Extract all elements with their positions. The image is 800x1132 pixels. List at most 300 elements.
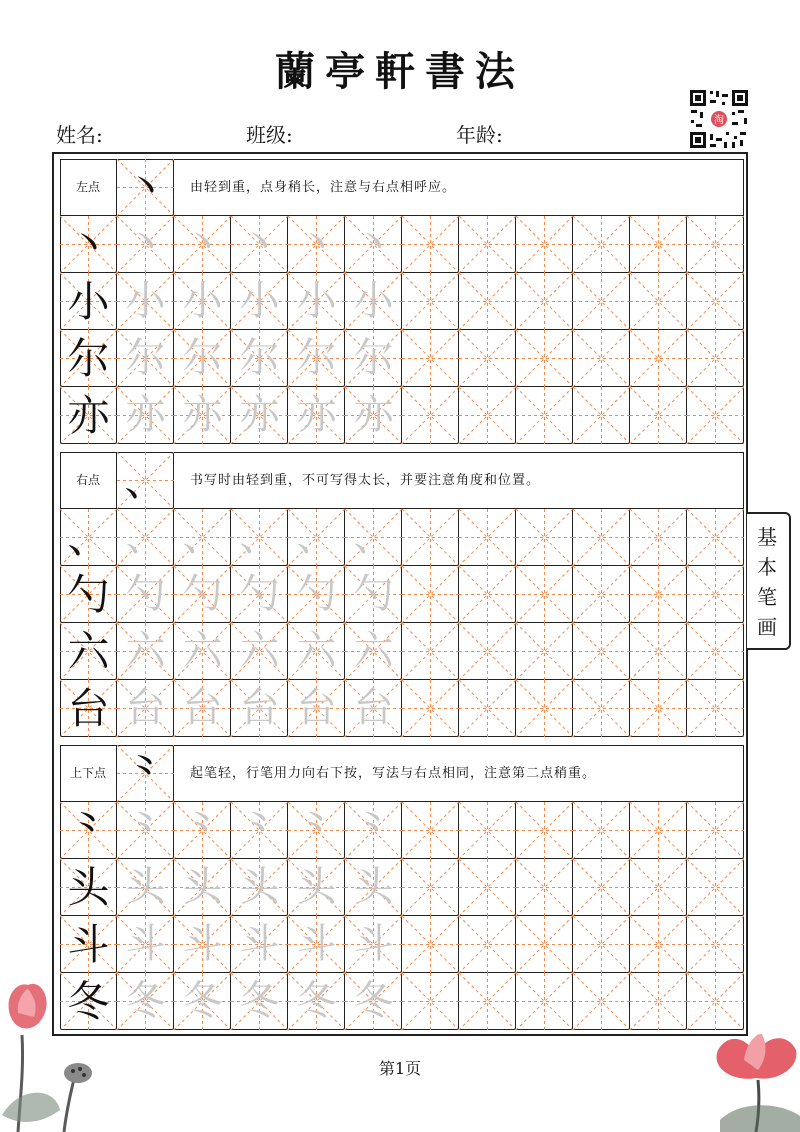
grid-guide-lines <box>402 680 459 737</box>
grid-guide-lines <box>573 566 630 623</box>
grid-guide-lines <box>573 330 630 387</box>
grid-guide-lines <box>630 859 687 916</box>
model-character: 、 <box>67 513 110 562</box>
model-character: 亦 <box>67 391 110 440</box>
practice-cell <box>117 387 174 444</box>
blank-practice-cell[interactable] <box>630 623 687 680</box>
grid-guide-lines <box>687 680 744 737</box>
stroke-description: 书写时由轻到重，不可写得太长，并要注意角度和位置。 <box>190 473 541 488</box>
blank-practice-cell[interactable] <box>516 566 573 623</box>
trace-character: 勺 <box>353 571 394 617</box>
trace-character: 冬 <box>353 978 394 1024</box>
trace-character: 小 <box>296 278 337 324</box>
grid-guide-lines <box>516 509 573 566</box>
blank-practice-cell[interactable] <box>402 273 459 330</box>
grid-guide-lines <box>573 387 630 444</box>
qr-code-icon[interactable] <box>688 88 750 150</box>
grid-guide-lines <box>459 802 516 859</box>
blank-practice-cell[interactable] <box>516 680 573 737</box>
grid-guide-lines <box>573 623 630 680</box>
practice-cell <box>60 623 117 680</box>
stroke-glyph-cell <box>117 745 174 802</box>
grid-guide-lines <box>516 216 573 273</box>
practice-cell <box>345 509 402 566</box>
stroke-name: 上下点 <box>69 766 106 780</box>
trace-character: 丶 <box>296 221 337 267</box>
blank-practice-cell[interactable] <box>573 273 630 330</box>
blank-practice-cell[interactable] <box>687 387 744 444</box>
blank-practice-cell[interactable] <box>573 387 630 444</box>
practice-cell <box>117 330 174 387</box>
trace-character: ⺀ <box>125 807 166 853</box>
trace-character: 尔 <box>182 335 223 381</box>
practice-cell <box>231 623 288 680</box>
lotus-decoration-left <box>0 975 110 1132</box>
stroke-glyph-cell <box>117 452 174 509</box>
practice-cell <box>174 859 231 916</box>
practice-cell <box>174 387 231 444</box>
grid-guide-lines <box>687 509 744 566</box>
blank-practice-cell[interactable] <box>630 387 687 444</box>
practice-cell <box>288 680 345 737</box>
grid-guide-lines <box>516 566 573 623</box>
blank-practice-cell[interactable] <box>402 916 459 973</box>
grid-guide-lines <box>402 273 459 330</box>
blank-practice-cell[interactable] <box>402 802 459 859</box>
blank-practice-cell[interactable] <box>630 509 687 566</box>
practice-cell <box>288 802 345 859</box>
practice-cell <box>345 973 402 1030</box>
trace-character: 斗 <box>125 921 166 967</box>
practice-cell <box>288 566 345 623</box>
trace-character: 头 <box>125 864 166 910</box>
trace-character: 斗 <box>296 921 337 967</box>
practice-cell <box>231 566 288 623</box>
grid-guide-lines <box>459 973 516 1030</box>
practice-cell <box>60 330 117 387</box>
grid-guide-lines <box>630 802 687 859</box>
class-label: 班级: <box>246 123 293 147</box>
grid-guide-lines <box>687 802 744 859</box>
blank-practice-cell[interactable] <box>630 802 687 859</box>
grid-guide-lines <box>630 680 687 737</box>
practice-cell <box>345 916 402 973</box>
blank-practice-cell[interactable] <box>687 916 744 973</box>
name-label: 姓名: <box>56 123 103 147</box>
model-character: 勺 <box>67 570 110 619</box>
practice-cell <box>117 509 174 566</box>
trace-character: 亦 <box>239 392 280 438</box>
blank-practice-cell[interactable] <box>687 623 744 680</box>
grid-guide-lines <box>516 623 573 680</box>
practice-cell <box>345 623 402 680</box>
practice-cell <box>174 802 231 859</box>
grid-guide-lines <box>516 680 573 737</box>
practice-cell <box>345 680 402 737</box>
trace-character: 、 <box>353 514 394 560</box>
grid-guide-lines <box>459 387 516 444</box>
blank-practice-cell[interactable] <box>516 802 573 859</box>
practice-cell <box>117 273 174 330</box>
practice-cell <box>231 330 288 387</box>
blank-practice-cell[interactable] <box>516 330 573 387</box>
grid-guide-lines <box>630 216 687 273</box>
practice-cell <box>288 859 345 916</box>
grid-guide-lines <box>402 387 459 444</box>
trace-character: 勺 <box>296 571 337 617</box>
blank-practice-cell[interactable] <box>516 859 573 916</box>
trace-character: 小 <box>125 278 166 324</box>
grid-guide-lines <box>687 916 744 973</box>
model-character: 冬 <box>67 977 110 1026</box>
trace-character: 冬 <box>239 978 280 1024</box>
blank-practice-cell[interactable] <box>687 566 744 623</box>
grid-guide-lines <box>630 387 687 444</box>
practice-cell <box>174 566 231 623</box>
practice-cell <box>174 973 231 1030</box>
grid-guide-lines <box>402 802 459 859</box>
practice-cell <box>117 680 174 737</box>
grid-guide-lines <box>573 973 630 1030</box>
lotus-decoration-right <box>700 1020 800 1132</box>
blank-practice-cell[interactable] <box>687 330 744 387</box>
blank-practice-cell[interactable] <box>516 623 573 680</box>
blank-practice-cell[interactable] <box>573 916 630 973</box>
practice-cell <box>231 859 288 916</box>
grid-guide-lines <box>687 330 744 387</box>
grid-guide-lines <box>630 330 687 387</box>
practice-cell <box>231 973 288 1030</box>
blank-practice-cell[interactable] <box>459 387 516 444</box>
stroke-description: 起笔轻，行笔用力向右下按，写法与右点相同，注意第二点稍重。 <box>190 766 597 781</box>
blank-practice-cell[interactable] <box>459 566 516 623</box>
grid-guide-lines <box>516 973 573 1030</box>
trace-character: 冬 <box>296 978 337 1024</box>
blank-practice-cell[interactable] <box>573 859 630 916</box>
practice-cell <box>117 216 174 273</box>
practice-cell <box>231 273 288 330</box>
practice-cell <box>288 387 345 444</box>
practice-cell <box>231 387 288 444</box>
grid-guide-lines <box>459 509 516 566</box>
trace-character: 亦 <box>125 392 166 438</box>
blank-practice-cell[interactable] <box>630 566 687 623</box>
blank-practice-cell[interactable] <box>687 802 744 859</box>
grid-guide-lines <box>459 330 516 387</box>
practice-cell <box>174 623 231 680</box>
trace-character: 丶 <box>353 221 394 267</box>
blank-practice-cell[interactable] <box>630 680 687 737</box>
trace-character: 斗 <box>353 921 394 967</box>
practice-cell <box>288 973 345 1030</box>
practice-cell <box>117 973 174 1030</box>
trace-character: 六 <box>239 628 280 674</box>
blank-practice-cell[interactable] <box>687 509 744 566</box>
grid-guide-lines <box>630 916 687 973</box>
practice-cell <box>60 273 117 330</box>
grid-guide-lines <box>516 273 573 330</box>
grid-guide-lines <box>516 330 573 387</box>
blank-practice-cell[interactable] <box>630 330 687 387</box>
trace-character: 、 <box>239 514 280 560</box>
blank-practice-cell[interactable] <box>687 680 744 737</box>
blank-practice-cell[interactable] <box>630 973 687 1030</box>
trace-character: 台 <box>296 685 337 731</box>
blank-practice-cell[interactable] <box>402 623 459 680</box>
blank-practice-cell[interactable] <box>459 509 516 566</box>
trace-character: 六 <box>353 628 394 674</box>
stroke-description: 由轻到重，点身稍长，注意与右点相呼应。 <box>190 180 457 195</box>
trace-character: 头 <box>239 864 280 910</box>
model-character: 台 <box>67 684 110 733</box>
practice-cell <box>117 859 174 916</box>
blank-practice-cell[interactable] <box>573 566 630 623</box>
grid-guide-lines <box>402 216 459 273</box>
practice-cell <box>345 273 402 330</box>
grid-guide-lines <box>516 859 573 916</box>
practice-cell <box>345 387 402 444</box>
blank-practice-cell[interactable] <box>459 680 516 737</box>
stroke-name: 左点 <box>75 180 100 194</box>
grid-guide-lines <box>630 623 687 680</box>
blank-practice-cell[interactable] <box>516 509 573 566</box>
age-label: 年龄: <box>456 123 503 147</box>
grid-guide-lines <box>687 859 744 916</box>
blank-practice-cell[interactable] <box>459 859 516 916</box>
grid-guide-lines <box>459 273 516 330</box>
practice-cell <box>117 623 174 680</box>
trace-character: ⺀ <box>239 807 280 853</box>
grid-guide-lines <box>573 216 630 273</box>
trace-character: 亦 <box>353 392 394 438</box>
page-title: 蘭亭軒書法 <box>275 48 525 95</box>
trace-character: 亦 <box>296 392 337 438</box>
trace-character: 斗 <box>182 921 223 967</box>
grid-guide-lines <box>573 916 630 973</box>
practice-cell <box>60 387 117 444</box>
grid-guide-lines <box>573 802 630 859</box>
practice-cell <box>117 916 174 973</box>
blank-practice-cell[interactable] <box>516 216 573 273</box>
model-character: 尔 <box>67 334 110 383</box>
model-character: 斗 <box>67 920 110 969</box>
grid-guide-lines <box>687 216 744 273</box>
trace-character: 台 <box>125 685 166 731</box>
blank-practice-cell[interactable] <box>459 916 516 973</box>
practice-cell <box>60 216 117 273</box>
grid-guide-lines <box>630 509 687 566</box>
trace-character: 勺 <box>182 571 223 617</box>
blank-practice-cell[interactable] <box>459 802 516 859</box>
practice-cell <box>288 330 345 387</box>
trace-character: 台 <box>353 685 394 731</box>
blank-practice-cell[interactable] <box>459 273 516 330</box>
practice-cell <box>60 509 117 566</box>
trace-character: 头 <box>182 864 223 910</box>
blank-practice-cell[interactable] <box>687 859 744 916</box>
practice-cell <box>288 509 345 566</box>
practice-cell <box>345 216 402 273</box>
practice-cell <box>117 802 174 859</box>
practice-cell <box>231 916 288 973</box>
practice-cell <box>60 680 117 737</box>
stroke-glyph: 丶 <box>124 163 167 212</box>
grid-guide-lines <box>402 509 459 566</box>
trace-character: 台 <box>182 685 223 731</box>
blank-practice-cell[interactable] <box>687 216 744 273</box>
practice-cell <box>231 509 288 566</box>
page-number: 第1页 <box>378 1059 422 1078</box>
stroke-name: 右点 <box>75 473 100 487</box>
blank-practice-cell[interactable] <box>516 387 573 444</box>
grid-guide-lines <box>573 680 630 737</box>
blank-practice-cell[interactable] <box>630 916 687 973</box>
blank-practice-cell[interactable] <box>516 973 573 1030</box>
blank-practice-cell[interactable] <box>402 216 459 273</box>
grid-guide-lines <box>687 387 744 444</box>
trace-character: 斗 <box>239 921 280 967</box>
blank-practice-cell[interactable] <box>573 973 630 1030</box>
practice-cell <box>174 273 231 330</box>
practice-cell <box>288 916 345 973</box>
practice-cell <box>174 916 231 973</box>
practice-cell <box>174 330 231 387</box>
grid-guide-lines <box>516 802 573 859</box>
trace-character: 六 <box>182 628 223 674</box>
practice-cell <box>174 216 231 273</box>
trace-character: 勺 <box>239 571 280 617</box>
blank-practice-cell[interactable] <box>630 273 687 330</box>
practice-cell <box>288 623 345 680</box>
blank-practice-cell[interactable] <box>630 216 687 273</box>
grid-guide-lines <box>573 273 630 330</box>
trace-character: 、 <box>125 514 166 560</box>
trace-character: 尔 <box>296 335 337 381</box>
side-tab-char: 笔 <box>757 585 777 609</box>
practice-cell <box>60 566 117 623</box>
blank-practice-cell[interactable] <box>402 973 459 1030</box>
grid-guide-lines <box>402 973 459 1030</box>
side-tab-char: 基 <box>757 525 777 549</box>
model-character: 六 <box>67 627 110 676</box>
grid-guide-lines <box>630 566 687 623</box>
trace-character: 勺 <box>125 571 166 617</box>
grid-guide-lines <box>402 330 459 387</box>
grid-guide-lines <box>402 916 459 973</box>
trace-character: 冬 <box>125 978 166 1024</box>
grid-guide-lines <box>459 623 516 680</box>
blank-practice-cell[interactable] <box>402 566 459 623</box>
trace-character: 头 <box>353 864 394 910</box>
grid-guide-lines <box>516 387 573 444</box>
trace-character: 尔 <box>239 335 280 381</box>
side-tab-char: 画 <box>757 615 777 639</box>
trace-character: 小 <box>239 278 280 324</box>
blank-practice-cell[interactable] <box>573 680 630 737</box>
trace-character: ⺀ <box>296 807 337 853</box>
trace-character: 、 <box>182 514 223 560</box>
blank-practice-cell[interactable] <box>516 273 573 330</box>
practice-cell <box>174 509 231 566</box>
trace-character: ⺀ <box>182 807 223 853</box>
trace-character: 、 <box>296 514 337 560</box>
blank-practice-cell[interactable] <box>402 387 459 444</box>
trace-character: 尔 <box>125 335 166 381</box>
trace-character: 小 <box>353 278 394 324</box>
practice-cell <box>60 859 117 916</box>
model-character: 丶 <box>67 220 110 269</box>
qr-badge-text: 淘 <box>714 115 724 126</box>
blank-practice-cell[interactable] <box>573 330 630 387</box>
grid-guide-lines <box>459 916 516 973</box>
blank-practice-cell[interactable] <box>573 509 630 566</box>
practice-cell <box>174 680 231 737</box>
blank-practice-cell[interactable] <box>402 330 459 387</box>
blank-practice-cell[interactable] <box>573 802 630 859</box>
side-tab <box>747 512 791 650</box>
trace-character: 丶 <box>125 221 166 267</box>
stroke-glyph-cell <box>117 159 174 216</box>
trace-character: 亦 <box>182 392 223 438</box>
trace-character: 头 <box>296 864 337 910</box>
side-tab-char: 本 <box>757 555 777 579</box>
practice-cell <box>231 802 288 859</box>
grid-guide-lines <box>573 509 630 566</box>
blank-practice-cell[interactable] <box>402 509 459 566</box>
blank-practice-cell[interactable] <box>630 859 687 916</box>
trace-character: 丶 <box>182 221 223 267</box>
trace-character: 六 <box>296 628 337 674</box>
trace-character: 小 <box>182 278 223 324</box>
blank-practice-cell[interactable] <box>402 680 459 737</box>
blank-practice-cell[interactable] <box>459 623 516 680</box>
blank-practice-cell[interactable] <box>459 973 516 1030</box>
model-character: ⺀ <box>67 806 110 855</box>
trace-character: 台 <box>239 685 280 731</box>
blank-practice-cell[interactable] <box>573 623 630 680</box>
trace-character: ⺀ <box>353 807 394 853</box>
practice-cell <box>231 680 288 737</box>
grid-guide-lines <box>687 623 744 680</box>
practice-cell <box>60 916 117 973</box>
practice-cell <box>345 859 402 916</box>
trace-character: 冬 <box>182 978 223 1024</box>
grid-guide-lines <box>459 566 516 623</box>
blank-practice-cell[interactable] <box>402 859 459 916</box>
practice-cell <box>60 802 117 859</box>
grid-guide-lines <box>459 680 516 737</box>
blank-practice-cell[interactable] <box>573 216 630 273</box>
trace-character: 六 <box>125 628 166 674</box>
model-character: 头 <box>67 863 110 912</box>
grid-guide-lines <box>402 859 459 916</box>
practice-cell <box>117 566 174 623</box>
grid-guide-lines <box>459 216 516 273</box>
blank-practice-cell[interactable] <box>459 330 516 387</box>
blank-practice-cell[interactable] <box>516 916 573 973</box>
grid-guide-lines <box>516 916 573 973</box>
practice-cell <box>345 802 402 859</box>
blank-practice-cell[interactable] <box>459 216 516 273</box>
grid-guide-lines <box>687 566 744 623</box>
stroke-glyph: ⺀ <box>124 749 167 798</box>
practice-cell <box>231 216 288 273</box>
grid-guide-lines <box>402 566 459 623</box>
practice-cell <box>288 216 345 273</box>
blank-practice-cell[interactable] <box>687 273 744 330</box>
grid-guide-lines <box>573 859 630 916</box>
grid-guide-lines <box>402 623 459 680</box>
